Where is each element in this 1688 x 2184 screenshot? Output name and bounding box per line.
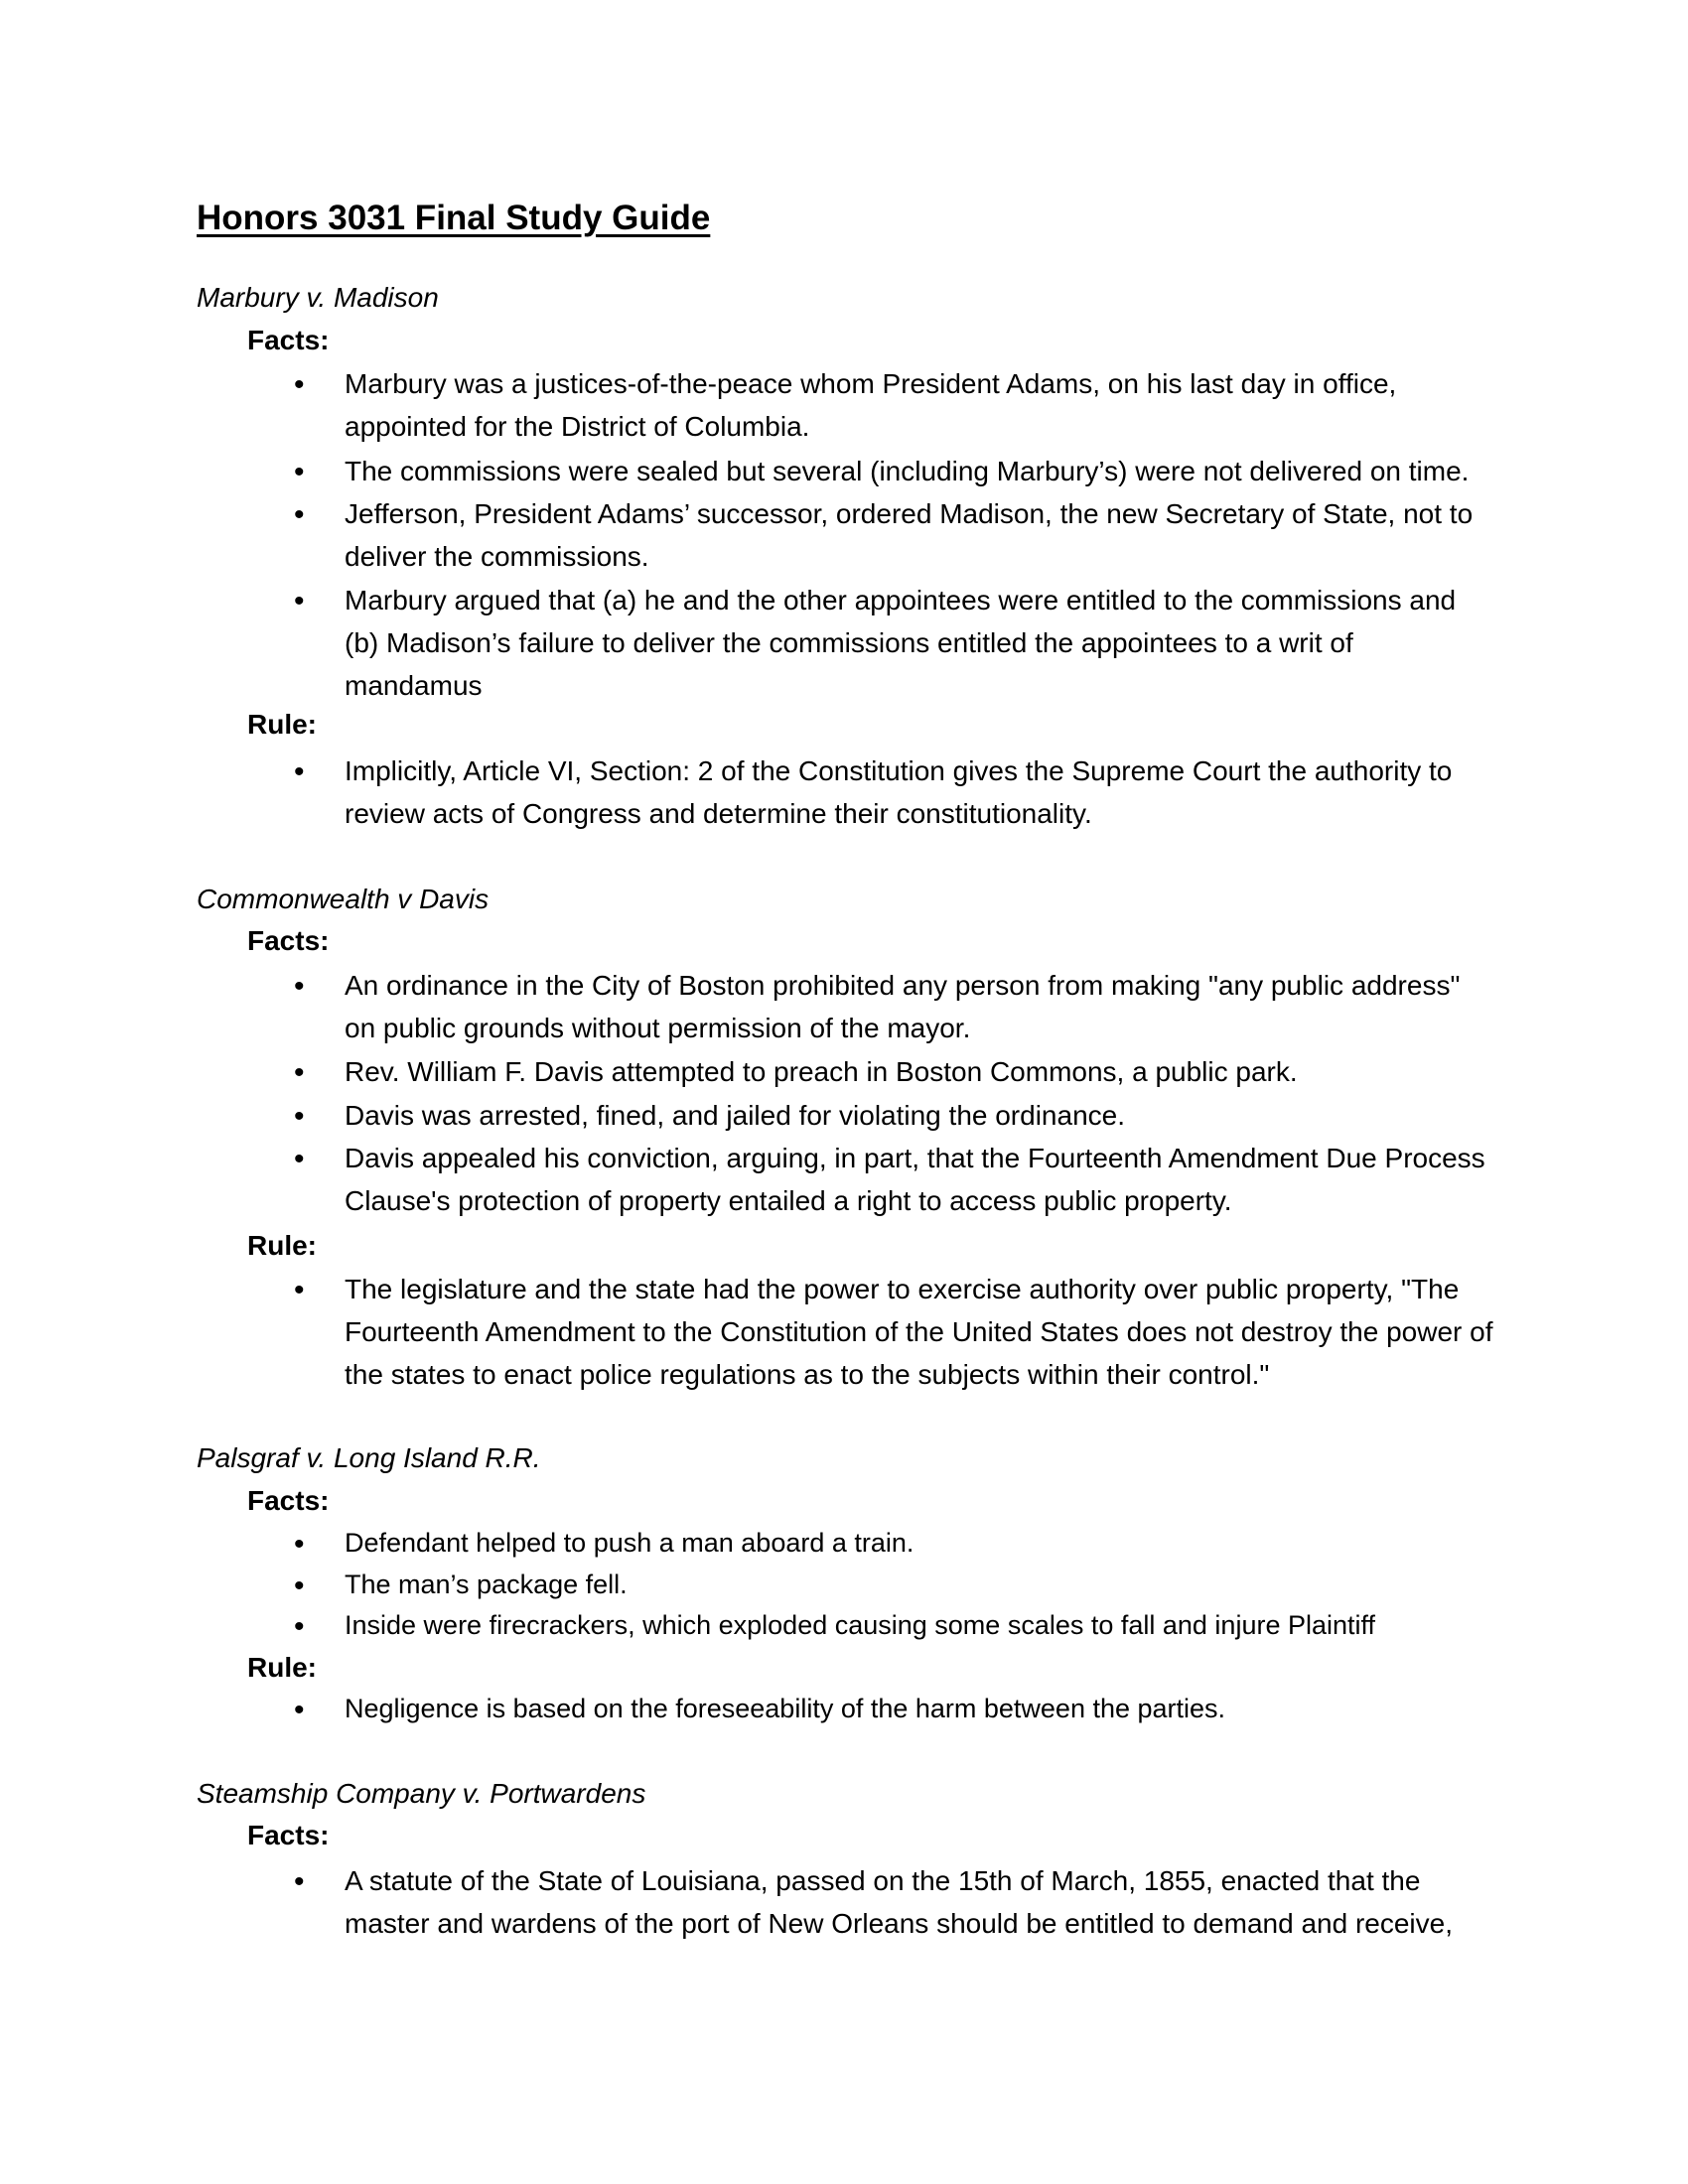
case-heading-palsgraf: Palsgraf v. Long Island R.R. <box>197 1442 541 1473</box>
fact-item: Rev. William F. Davis attempted to preach in Boston Commons, a public park. <box>345 1056 1298 1087</box>
fact-item: The commissions were sealed but several (including Marbury’s) were not delivered on time. <box>345 456 1470 486</box>
rule-item: Negligence is based on the foreseeability of the harm between the parties. <box>345 1694 1226 1723</box>
bullet-icon: • <box>294 1528 305 1561</box>
document-title: Honors 3031 Final Study Guide <box>197 199 711 237</box>
bullet-icon: • <box>294 970 305 1003</box>
fact-item: An ordinance in the City of Boston prohibited any person from making "any public address" on public grounds without permission of the mayor. <box>345 970 1461 1043</box>
case-heading-davis: Commonwealth v Davis <box>197 884 490 914</box>
bullet-icon: • <box>294 1056 305 1089</box>
bullet-icon: • <box>294 755 305 788</box>
bullet-icon: • <box>294 1865 305 1898</box>
bullet-icon: • <box>294 456 305 488</box>
facts-label: Facts: <box>247 1485 330 1516</box>
rule-label: Rule: <box>247 1230 317 1261</box>
bullet-icon: • <box>294 1694 305 1726</box>
rule-label: Rule: <box>247 1652 317 1683</box>
rule-item: Implicitly, Article VI, Section: 2 of the Constitution gives the Supreme Court the authority to review acts of Congress and determine their constitutionality. <box>345 755 1453 829</box>
bullet-icon: • <box>294 1610 305 1643</box>
facts-label: Facts: <box>247 1820 330 1850</box>
bullet-icon: • <box>294 1570 305 1602</box>
bullet-icon: • <box>294 1143 305 1175</box>
fact-item: Jefferson, President Adams’ successor, ordered Madison, the new Secretary of State, not to deliver the commissions. <box>345 498 1474 572</box>
fact-item: The man’s package fell. <box>345 1570 628 1599</box>
fact-item: Defendant helped to push a man aboard a train. <box>345 1528 914 1558</box>
case-heading-marbury: Marbury v. Madison <box>197 282 439 313</box>
fact-item: Davis appealed his conviction, arguing, in part, that the Fourteenth Amendment Due Process Clause's protection of property entailed a right to access public property. <box>345 1143 1485 1216</box>
rule-item: The legislature and the state had the power to exercise authority over public property, "The Fourteenth Amendment to the Constitution of the United States does not destroy the power of the states to enact police regulations as to the subjects within their control." <box>345 1274 1493 1390</box>
fact-item: A statute of the State of Louisiana, passed on the 15th of March, 1855, enacted that the master and wardens of the port of New Orleans should be entitled to demand and receive, <box>345 1865 1453 1939</box>
facts-label: Facts: <box>247 325 330 355</box>
bullet-icon: • <box>294 498 305 531</box>
fact-item: Marbury was a justices-of-the-peace whom President Adams, on his last day in office, appointed for the District of Columbia. <box>345 368 1397 442</box>
bullet-icon: • <box>294 368 305 401</box>
bullet-icon: • <box>294 1274 305 1306</box>
bullet-icon: • <box>294 585 305 617</box>
fact-item: Inside were firecrackers, which exploded causing some scales to fall and injure Plaintiff <box>345 1610 1376 1640</box>
fact-item: Marbury argued that (a) he and the other appointees were entitled to the commissions and (b) Madison’s failure to deliver the commissions entitled the appointees to a writ of mandamus <box>345 585 1457 701</box>
fact-item: Davis was arrested, fined, and jailed for violating the ordinance. <box>345 1100 1125 1131</box>
rule-label: Rule: <box>247 709 317 740</box>
facts-label: Facts: <box>247 925 330 956</box>
case-heading-steamship: Steamship Company v. Portwardens <box>197 1778 646 1809</box>
bullet-icon: • <box>294 1100 305 1133</box>
